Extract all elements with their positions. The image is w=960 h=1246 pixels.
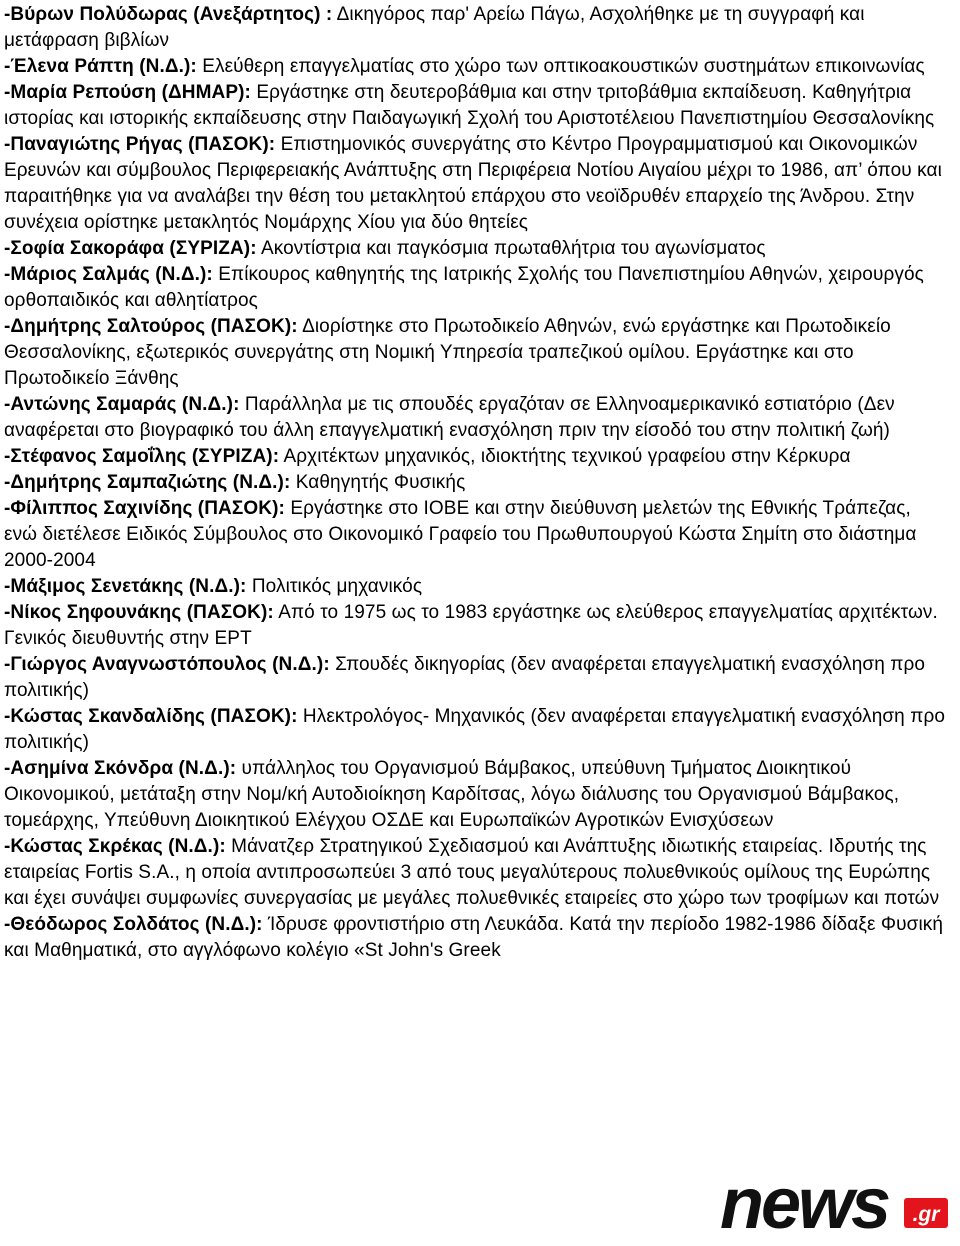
mp-name: -Βύρων Πολύδωρας (Ανεξάρτητος) : [4,4,333,25]
bio-entry [4,834,949,912]
bio-entry [4,392,949,444]
mp-name: -Νίκος Σηφουνάκης (ΠΑΣΟΚ): [4,602,274,623]
bio-entry [4,652,949,704]
bio-entry [4,470,949,496]
mp-name: -Μάξιμος Σενετάκης (Ν.Δ.): [4,576,247,597]
mp-bio: Σπουδές δικηγορίας (δεν αναφέρεται επαγγελματική ενασχόληση προ πολιτικής) [4,654,926,701]
document-body [4,2,949,964]
bio-entry [4,262,949,314]
mp-bio: Ελεύθερη επαγγελματίας στο χώρο των οπτικοακουστικών συστημάτων επικοινωνίας [196,56,925,77]
bio-entry [4,54,949,80]
mp-name: -Παναγιώτης Ρήγας (ΠΑΣΟΚ): [4,134,276,155]
mp-bio: Πολιτικός μηχανικός [246,576,423,597]
mp-name: -Φίλιππος Σαχινίδης (ΠΑΣΟΚ): [4,498,285,519]
mp-name: -Μαρία Ρεπούση (ΔΗΜΑΡ): [4,82,251,103]
bio-entry [4,80,949,132]
mp-name: -Θεόδωρος Σολδάτος (Ν.Δ.): [4,914,263,935]
mp-bio: Επίκουρος καθηγητής της Ιατρικής Σχολής του Πανεπιστημίου Αθηνών, χειρουργός ορθοπαιδικός και αθλητίατρος [4,264,924,311]
mp-name: -Σοφία Σακοράφα (ΣΥΡΙΖΑ): [4,238,257,259]
mp-name: -Έλενα Ράπτη (Ν.Δ.): [4,56,197,77]
logo-suffix: .gr [912,1203,940,1226]
mp-bio: Εργάστηκε στο ΙΟΒΕ και στην διεύθυνση μελετών της Εθνικής Τράπεζας, ενώ διετέλεσε Ειδικός Σύμβουλος στο Οικονομικό Γραφείο του Πρωθυπουργού Κώστα Σημίτη στο διάστημα 2000-2004 [4,498,917,571]
mp-name: -Κώστας Σκανδαλίδης (ΠΑΣΟΚ): [4,706,298,727]
mp-bio: Επιστημονικός συνεργάτης στο Κέντρο Προγραμματισμού και Οικονομικών Ερευνών και σύμβουλος Περιφερειακής Ανάπτυξης στη Περιφέρεια Νοτίου Αιγαίου μέχρι το 1986, απ’ όπου και παραιτήθηκε για να αναλάβει την θέση του μετακλητού επάρχου στο νεοϊδρυθέν επαρχείο της Άνδρου. Στην συνέχεια ορίστηκε μετακλητός Νομάρχης Χίου για δύο θητείες [4,134,942,233]
bio-entry [4,600,949,652]
mp-name: -Κώστας Σκρέκας (Ν.Δ.): [4,836,226,857]
mp-name: -Στέφανος Σαμοΐλης (ΣΥΡΙΖΑ): [4,446,280,467]
mp-name: -Γιώργος Αναγνωστόπουλος (Ν.Δ.): [4,654,330,675]
bio-entry [4,444,949,470]
mp-bio: Αρχιτέκτων μηχανικός, ιδιοκτήτης τεχνικού γραφείου στην Κέρκυρα [279,446,851,467]
bio-entry [4,912,949,964]
mp-bio: Διορίστηκε στο Πρωτοδικείο Αθηνών, ενώ εργάστηκε και Πρωτοδικείο Θεσσαλονίκης, εξωτερικός συνεργάτης στη Νομική Υπηρεσία τραπεζικού ομίλου. Εργάστηκε και στο Πρωτοδικείο Ξάνθης [4,316,891,389]
mp-bio: Δικηγόρος παρ' Αρείω Πάγω, Ασχολήθηκε με τη συγγραφή και μετάφραση βιβλίων [4,4,865,51]
bio-entry [4,496,949,574]
mp-name: -Αντώνης Σαμαράς (Ν.Δ.): [4,394,240,415]
mp-name: -Δημήτρης Σαμπαζιώτης (Ν.Δ.): [4,472,291,493]
news-gr-logo [718,1162,958,1242]
bio-entry [4,314,949,392]
mp-name: -Δημήτρης Σαλτούρος (ΠΑΣΟΚ): [4,316,298,337]
bio-entry [4,2,949,54]
bio-entry [4,574,949,600]
mp-name: -Ασημίνα Σκόνδρα (Ν.Δ.): [4,758,237,779]
mp-bio: Από το 1975 ως το 1983 εργάστηκε ως ελεύθερος επαγγελματίας αρχιτέκτων. Γενικός διευθυντής στην ΕΡΤ [4,602,938,649]
mp-bio: Ηλεκτρολόγος- Μηχανικός (δεν αναφέρεται επαγγελματική ενασχόληση προ πολιτικής) [4,706,946,753]
mp-bio: Μάνατζερ Στρατηγικού Σχεδιασμού και Ανάπτυξης ιδιωτικής εταιρείας. Ιδρυτής της εταιρείας Fortis S.A., η οποία αντιπροσωπεύει 3 από τους μεγαλύτερους πολυεθνικούς ομίλους της Ευρώπης και έχει συνάψει συμφωνίες συνεργασίας με μεγάλες πολυεθνικές εταιρείες στο χώρο των τροφίμων και ποτών [4,836,940,909]
mp-bio: Εργάστηκε στη δευτεροβάθμια και στην τριτοβάθμια εκπαίδευση. Καθηγήτρια ιστορίας και ιστορικής εκπαίδευσης στην Παιδαγωγική Σχολή του Αριστοτέλειου Πανεπιστημίου Θεσσαλονίκης [4,82,935,129]
bio-entry [4,132,949,236]
bio-entry [4,236,949,262]
mp-bio: Καθηγητής Φυσικής [290,472,466,493]
logo-word: news [720,1164,889,1242]
bio-entry [4,756,949,834]
mp-bio: υπάλληλος του Οργανισμού Βάμβακος, υπεύθυνη Τμήματος Διοικητικού Οικονομικού, μετάταξη στην Νομ/κή Αυτοδιοίκηση Καρδίτσας, λόγω διάλυσης του Οργανισμού Βάμβακος, τομεάρχης, Υπεύθυνη Διοικητικού Ελέγχου ΟΣΔΕ και Ευρωπαϊκών Αγροτικών Ενισχύσεων [4,758,900,831]
mp-name: -Μάριος Σαλμάς (Ν.Δ.): [4,264,213,285]
mp-bio: Παράλληλα με τις σπουδές εργαζόταν σε Ελληνοαμερικανικό εστιατόριο (Δεν αναφέρεται στο βιογραφικό του άλλη επαγγελματική ενασχόληση πριν την είσοδό του στην πολιτική ζωή) [4,394,895,441]
mp-bio: Ίδρυσε φροντιστήριο στη Λευκάδα. Κατά την περίοδο 1982-1986 δίδαξε Φυσική και Μαθηματικά, στο αγγλόφωνο κολέγιο «St John's Greek [4,914,944,961]
bio-entry [4,704,949,756]
mp-bio: Ακοντίστρια και παγκόσμια πρωταθλήτρια του αγωνίσματος [256,238,766,259]
